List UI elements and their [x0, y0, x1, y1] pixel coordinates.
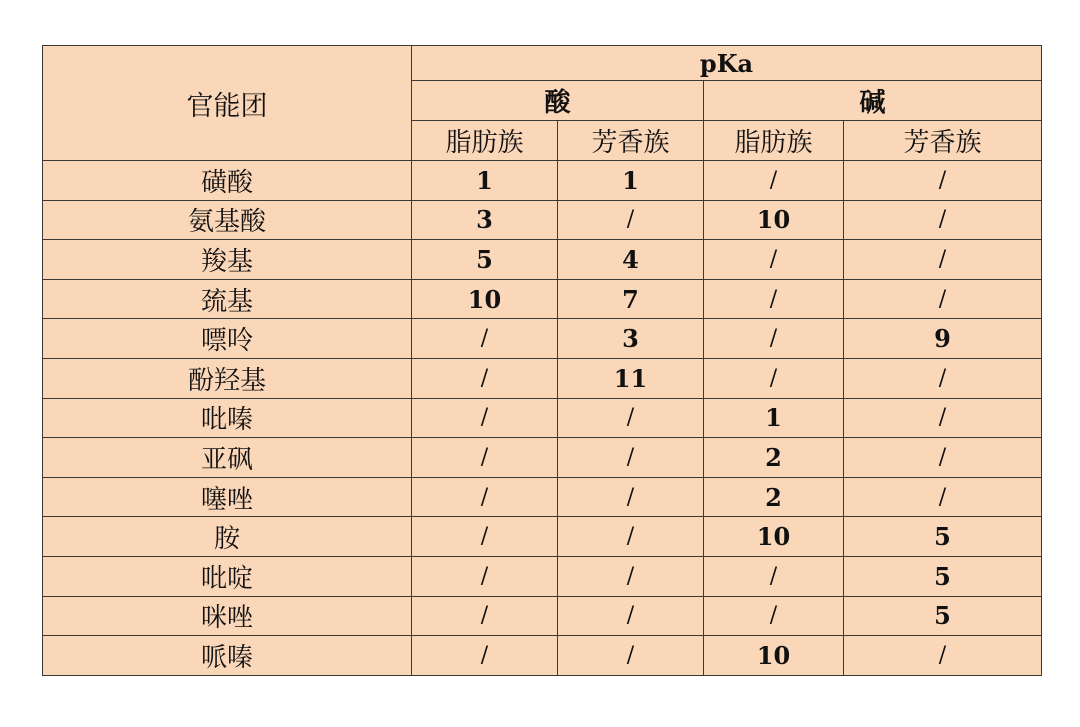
pka-value-acid-aliphatic: /: [412, 477, 558, 517]
pka-value-acid-aromatic: 11: [558, 358, 704, 398]
pka-value-base-aromatic: 9: [844, 319, 1042, 359]
functional-group-name: 氨基酸: [43, 200, 412, 240]
pka-value-acid-aromatic: /: [558, 438, 704, 478]
pka-value-base-aliphatic: /: [704, 279, 844, 319]
pka-value-acid-aliphatic: /: [412, 636, 558, 676]
pka-value-acid-aromatic: /: [558, 398, 704, 438]
table-row: [43, 161, 1042, 201]
acid-aliphatic-header: 脂肪族: [412, 121, 558, 161]
functional-group-name: 巯基: [43, 279, 412, 319]
table-row: [43, 200, 1042, 240]
pka-value-base-aromatic: 5: [844, 596, 1042, 636]
functional-group-name: 吡嗪: [43, 398, 412, 438]
pka-value-base-aromatic: /: [844, 636, 1042, 676]
pka-value-base-aliphatic: 1: [704, 398, 844, 438]
pka-value-base-aliphatic: /: [704, 556, 844, 596]
pka-value-acid-aromatic: 7: [558, 279, 704, 319]
table-row: [43, 398, 1042, 438]
table-row: [43, 636, 1042, 676]
table-row: [43, 279, 1042, 319]
functional-group-name: 嘌呤: [43, 319, 412, 359]
pka-value-acid-aliphatic: /: [412, 438, 558, 478]
pka-value-acid-aliphatic: 10: [412, 279, 558, 319]
pka-value-base-aliphatic: /: [704, 161, 844, 201]
pka-value-base-aromatic: 5: [844, 517, 1042, 557]
pka-value-acid-aromatic: /: [558, 636, 704, 676]
pka-value-base-aromatic: /: [844, 200, 1042, 240]
base-header: 碱: [704, 81, 1042, 121]
pka-value-acid-aliphatic: /: [412, 517, 558, 557]
pka-value-base-aromatic: 5: [844, 556, 1042, 596]
pka-value-base-aromatic: /: [844, 398, 1042, 438]
functional-group-name: 吡啶: [43, 556, 412, 596]
pka-value-base-aromatic: /: [844, 438, 1042, 478]
pka-value-acid-aromatic: /: [558, 200, 704, 240]
pka-value-base-aliphatic: /: [704, 240, 844, 280]
pka-value-base-aliphatic: /: [704, 596, 844, 636]
pka-value-acid-aliphatic: /: [412, 358, 558, 398]
table-row: [43, 240, 1042, 280]
functional-group-name: 哌嗪: [43, 636, 412, 676]
header-row-1: [43, 46, 1042, 81]
pka-value-base-aromatic: /: [844, 358, 1042, 398]
pka-value-acid-aromatic: /: [558, 517, 704, 557]
pka-value-acid-aliphatic: /: [412, 556, 558, 596]
pka-value-acid-aliphatic: /: [412, 319, 558, 359]
functional-group-header: 官能团: [43, 46, 412, 161]
acid-aromatic-header: 芳香族: [558, 121, 704, 161]
pka-value-acid-aromatic: 1: [558, 161, 704, 201]
pka-value-acid-aliphatic: 1: [412, 161, 558, 201]
functional-group-name: 胺: [43, 517, 412, 557]
table-row: [43, 517, 1042, 557]
pka-value-base-aromatic: /: [844, 279, 1042, 319]
pka-table: [42, 45, 1042, 676]
pka-value-acid-aromatic: /: [558, 596, 704, 636]
functional-group-name: 磺酸: [43, 161, 412, 201]
pka-value-acid-aromatic: 3: [558, 319, 704, 359]
table-row: [43, 556, 1042, 596]
pka-value-base-aliphatic: /: [704, 319, 844, 359]
base-aromatic-header: 芳香族: [844, 121, 1042, 161]
pka-value-base-aliphatic: 10: [704, 636, 844, 676]
pka-value-acid-aromatic: /: [558, 556, 704, 596]
pka-value-base-aliphatic: 10: [704, 517, 844, 557]
pka-value-base-aliphatic: 2: [704, 438, 844, 478]
functional-group-name: 噻唑: [43, 477, 412, 517]
pka-value-acid-aliphatic: 3: [412, 200, 558, 240]
pka-value-base-aliphatic: 2: [704, 477, 844, 517]
functional-group-name: 亚砜: [43, 438, 412, 478]
pka-header: pKa: [412, 46, 1042, 81]
pka-value-base-aliphatic: 10: [704, 200, 844, 240]
pka-value-base-aromatic: /: [844, 477, 1042, 517]
functional-group-name: 咪唑: [43, 596, 412, 636]
pka-value-base-aromatic: /: [844, 161, 1042, 201]
table-row: [43, 596, 1042, 636]
table-row: [43, 358, 1042, 398]
pka-value-acid-aliphatic: 5: [412, 240, 558, 280]
pka-value-acid-aromatic: /: [558, 477, 704, 517]
pka-value-acid-aromatic: 4: [558, 240, 704, 280]
pka-value-base-aliphatic: /: [704, 358, 844, 398]
functional-group-name: 羧基: [43, 240, 412, 280]
pka-value-base-aromatic: /: [844, 240, 1042, 280]
base-aliphatic-header: 脂肪族: [704, 121, 844, 161]
table-row: [43, 319, 1042, 359]
pka-value-acid-aliphatic: /: [412, 398, 558, 438]
table-row: [43, 477, 1042, 517]
functional-group-name: 酚羟基: [43, 358, 412, 398]
acid-header: 酸: [412, 81, 704, 121]
pka-value-acid-aliphatic: /: [412, 596, 558, 636]
table-body: [43, 161, 1042, 676]
table-row: [43, 438, 1042, 478]
